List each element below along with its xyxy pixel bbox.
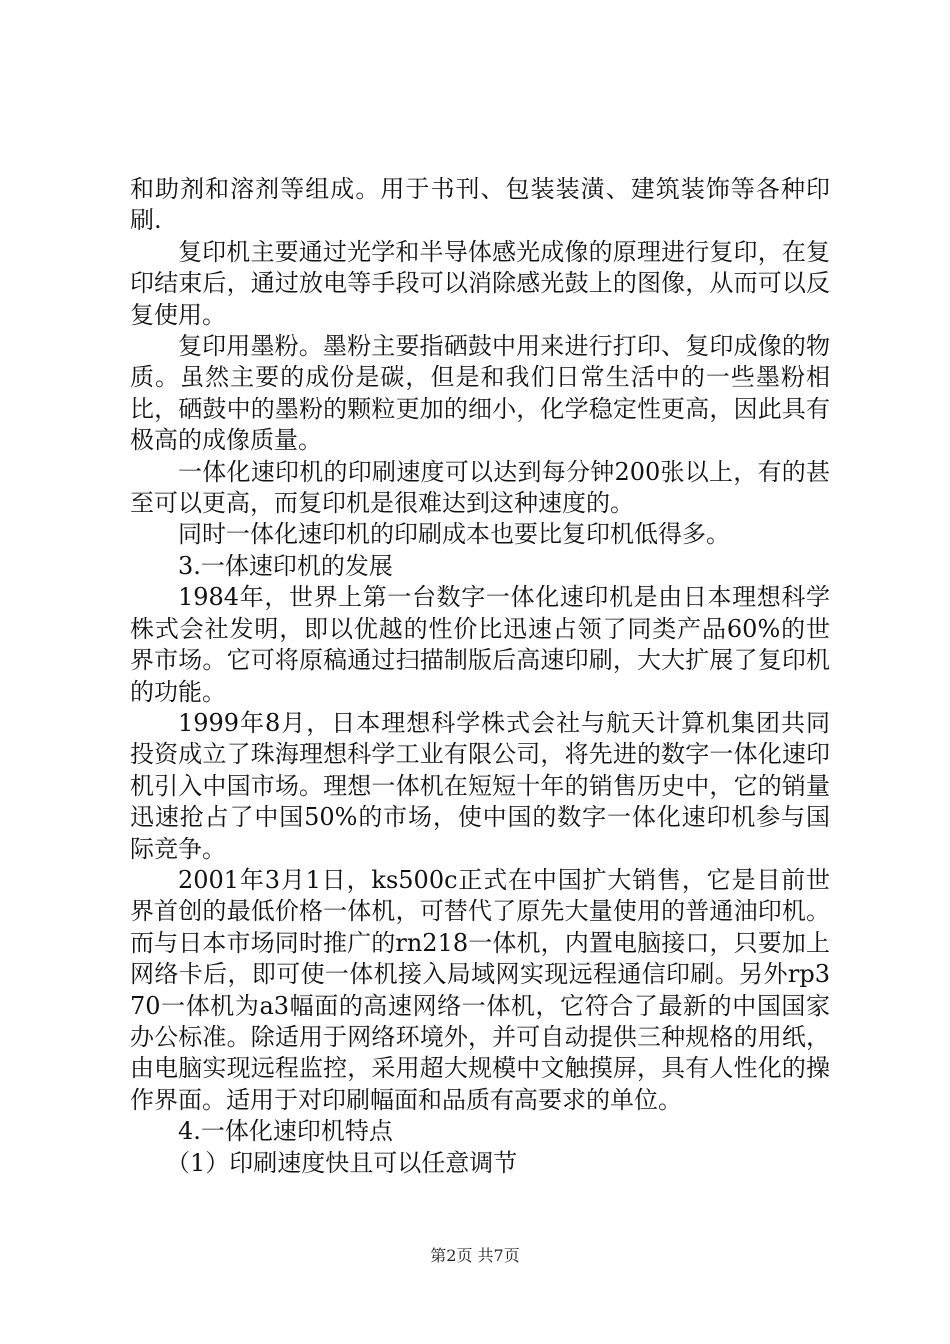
sub-heading-1: （1）印刷速度快且可以任意调节: [166, 1148, 518, 1177]
paragraph-3: 复印用墨粉。墨粉主要指硒鼓中用来进行打印、复印成像的物质。虽然主要的成份是碳，但是和我们日常生活中的一些墨粉相比，硒鼓中的墨粉的颗粒更加的细小，化学稳定性更高，因此具有极高的成像质量。: [130, 332, 830, 455]
paragraph-2: 复印机主要通过光学和半导体感光成像的原理进行复印，在复印结束后，通过放电等手段可以消除感光鼓上的图像，从而可以反复使用。: [130, 237, 830, 329]
paragraph-9: 2001年3月1日，ks500c正式在中国扩大销售，它是目前世界首创的最低价格一体机，可替代了原先大量使用的普通油印机。而与日本市场同时推广的rn218一体机，内置电脑接口，只要加上网络卡后，即可使一体机接入局域网实现远程通信印刷。另外rp370一体机为a3幅面的高速网络一体机，它符合了最新的中国国家办公标准。除适用于网络环境外，并可自动提供三种规格的用纸，由电脑实现远程监控，采用超大规模中文触摸屏，具有人性化的操作界面。适用于对印刷幅面和品质有高要求的单位。: [130, 865, 830, 1114]
paragraph-8: 1999年8月，日本理想科学株式会社与航天计算机集团共同投资成立了珠海理想科学工业有限公司，将先进的数字一体化速印机引入中国市场。理想一体机在短短十年的销售历史中，它的销量迅速抢占了中国50%的市场，使中国的数字一体化速印机参与国际竞争。: [130, 708, 830, 863]
paragraph-7: 1984年，世界上第一台数字一体化速印机是由日本理想科学株式会社发明，即以优越的性价比迅速占领了同类产品60%的世界市场。它可将原稿通过扫描制版后高速印刷，大大扩展了复印机的功能。: [130, 583, 830, 706]
section-heading-4: 4.一体化速印机特点: [178, 1117, 393, 1146]
section-heading-3: 3.一体速印机的发展: [178, 551, 393, 580]
paragraph-5: 同时一体化速印机的印刷成本也要比复印机低得多。: [178, 520, 730, 549]
document-body: [130, 174, 830, 1179]
paragraph-4: 一体化速印机的印刷速度可以达到每分钟200张以上，有的甚至可以更高，而复印机是很难达到这种速度的。: [130, 457, 830, 518]
page-footer: 第2页 共7页: [430, 1246, 520, 1265]
paragraph-1: 和助剂和溶剂等组成。用于书刊、包装装潢、建筑装饰等各种印刷.: [130, 175, 830, 235]
